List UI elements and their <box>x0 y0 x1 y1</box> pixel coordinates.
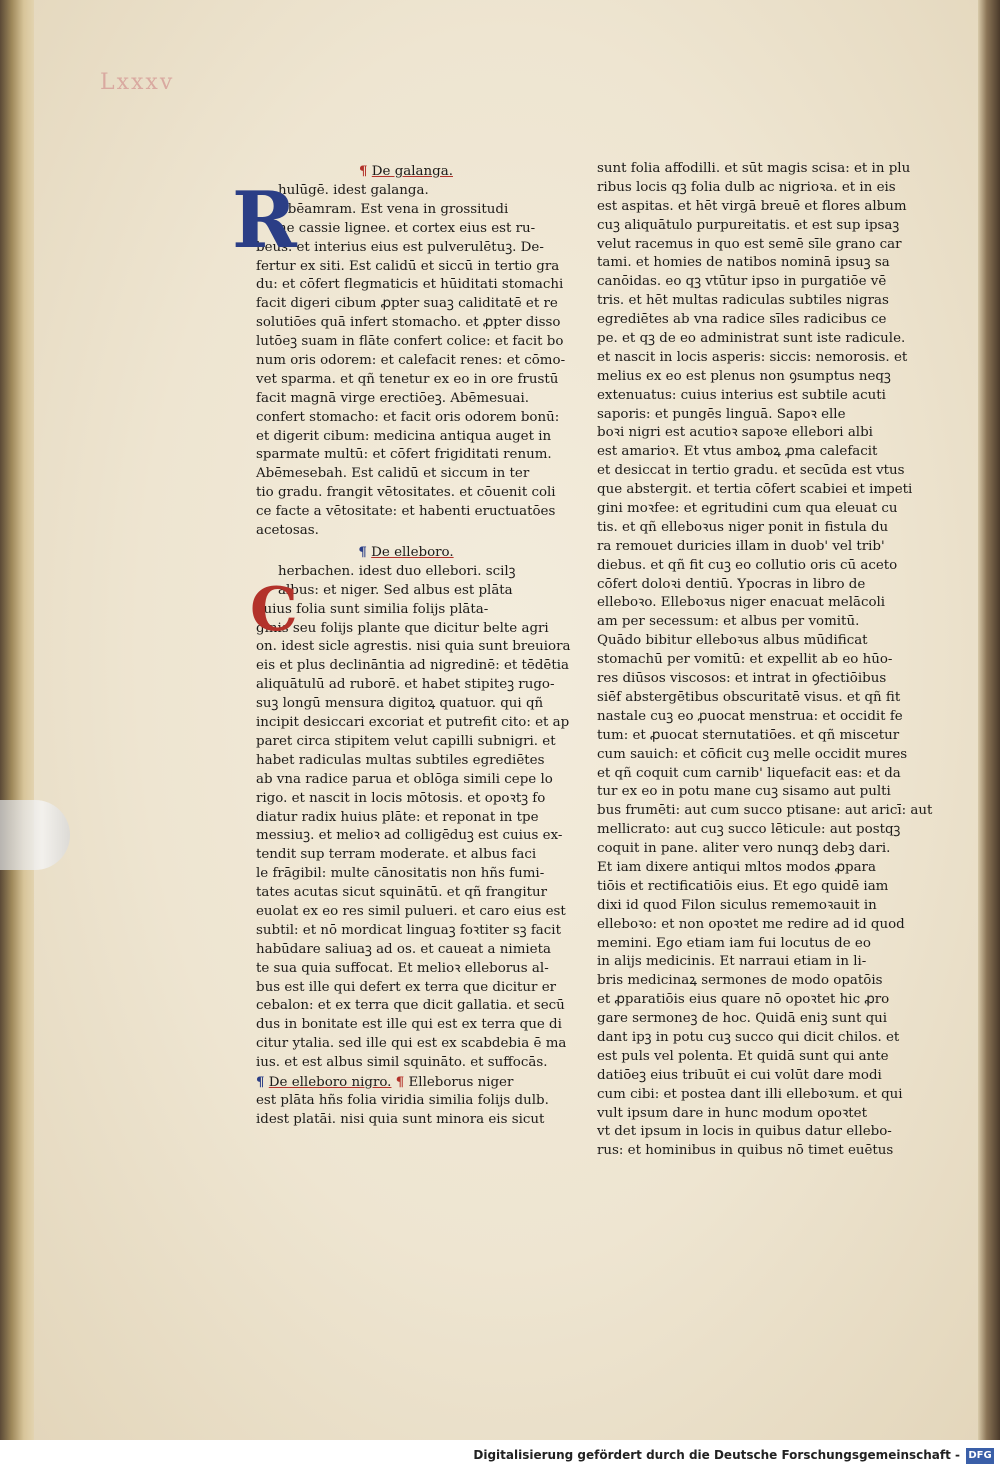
page-edge-right <box>978 0 1000 1440</box>
text-line: cuꝫ aliquātulo purpureitatis. et est sup ipsaꝫ <box>597 217 900 233</box>
text-line: am per secessum: et albus per vomitū. <box>597 614 860 630</box>
footer-bar <box>0 1440 1000 1472</box>
text-line: lutōeꝫ suam in flāte confert colice: et facit bo <box>256 334 564 350</box>
text-line: solutiōes quā infert stomacho. et ꝓpter disso <box>256 315 561 331</box>
paragraph-right <box>597 160 933 1161</box>
text-line: bus frumēti: aut cum succo ptisane: aut aricī: aut <box>597 803 933 819</box>
text-line: et qñ coquit cum carnib' liquefacit eas: et da <box>597 765 901 781</box>
text-line: melius ex eo est plenus non ꝯsumptus neqꝫ <box>597 368 891 384</box>
text-line: cōfert doloꝛi dentiū. Ypocras in libro de <box>597 576 866 592</box>
text-line: memini. Ego etiam iam fui locutus de eo <box>597 935 871 951</box>
text-line: pe. et qꝫ de eo administrat sunt iste radicule. <box>597 331 906 347</box>
text-line: on. idest sicle agrestis. nisi quia sunt breuiora <box>256 639 571 655</box>
text-line: res diūsos viscosos: et intrat in ꝯfectiōibus <box>597 671 887 687</box>
text-line: egrediētes ab vna radice sīles radicibus ce <box>597 312 887 328</box>
text-line: habūdare saliuaꝫ ad os. et caueat a nimieta <box>256 941 551 957</box>
text-line: datiōeꝫ eius tribuūt ei cui volūt dare modi <box>597 1067 882 1083</box>
section-heading-elleboro-nigro <box>256 1073 556 1092</box>
text-line: rigo. et nascit in locis mōtosis. et opoꝛtꝫ fo <box>256 790 546 806</box>
text-line: aliquātulū ad ruborē. et habet stipiteꝫ rugo- <box>256 677 555 693</box>
text-line: nastale cuꝫ eo ꝓuocat menstrua: et occidit fe <box>597 708 903 724</box>
pilcrow-icon: ¶ <box>395 1073 405 1090</box>
text-line: bris medicinaꝝ sermones de modo opatōis <box>597 973 883 989</box>
text-line: num oris odorem: et calefacit renes: et cōmo- <box>256 353 566 369</box>
text-line: tur ex eo in potu mane cuꝫ sisamo aut pulti <box>597 784 891 800</box>
text-line: gini moꝛfee: et egritudini cum qua eleuat cu <box>597 501 898 517</box>
text-line: boꝛi nigri est acutioꝛ sapoꝛe ellebori albi <box>597 425 873 441</box>
text-line: velut racemus in quo est semē sīle grano car <box>597 236 902 252</box>
text-line: dixi id quod Filon siculus rememoꝛauit in <box>597 897 877 913</box>
text-line: du: et cōfert flegmaticis et hūiditati stomachi <box>256 277 564 293</box>
text-line: ribus locis qꝫ folia dulb ac nigrioꝛa. et in eis <box>597 179 896 195</box>
text-line: tami. et homies de natibos nominā ipsuꝫ sa <box>597 255 890 271</box>
text-line: cebalon: et ex terra que dicit gallatia. et secū <box>256 998 565 1014</box>
text-line: et desiccat in tertio gradu. et secūda est vtus <box>597 463 905 479</box>
text-line: dant ipꝫ in potu cuꝫ succo qui dicit chilos. et <box>597 1029 900 1045</box>
text-line: citur ytalia. sed ille qui est ex scabdebia ē ma <box>256 1036 567 1052</box>
text-line: eis et plus declināntia ad nigredinē: et tēdētia <box>256 658 569 674</box>
text-line: sunt folia affodilli. et sūt magis scisa: et in plu <box>597 161 911 176</box>
text-line: ce facte a vētositate: et habenti eructuatōes <box>256 504 556 520</box>
text-line: canōidas. eo qꝫ vtūtur ipso in purgatiōe vē <box>597 274 887 290</box>
heading-text: De elleboro. <box>371 544 454 560</box>
paragraph-galanga <box>256 182 566 541</box>
text-line: dus in bonitate est ille qui est ex terra que di <box>256 1017 562 1033</box>
text-line: et nascit in locis asperis: siccis: nemorosis. et <box>597 349 908 365</box>
text-line: saporis: et pungēs linguā. Sapoꝛ elle <box>597 406 846 422</box>
text-line: tum: et ꝓuocat sternutatiōes. et qñ miscetur <box>597 727 900 743</box>
text-line: Quādo bibitur elleboꝛus albus mūdificat <box>597 633 868 649</box>
text-line: elleboꝛo: et non opoꝛtet me redire ad id quod <box>597 916 905 932</box>
heading-text: De elleboro nigro. <box>268 1074 392 1090</box>
text-line: hulūgē. idest galanga. <box>278 183 429 198</box>
text-line: acetosas. <box>256 523 319 539</box>
text-line: est plāta hñs folia viridia similia folijs dulb. <box>256 1092 549 1108</box>
text-line: ginis seu folijs plante que dicitur belte agri <box>256 620 549 636</box>
initial-c-icon: C <box>250 575 298 645</box>
text-line: euolat ex eo res simil pulueri. et caro eius est <box>256 903 566 919</box>
text-line: stomachū per vomitū: et expellit ab eo hūo- <box>597 652 893 668</box>
text-line: paret circa stipitem velut capilli subnigri. et <box>256 733 556 749</box>
text-line: vult ipsum dare in hunc modum opoꝛtet <box>597 1105 867 1121</box>
text-line: tio gradu. frangit vētositates. et cōuenit coli <box>256 485 556 501</box>
heading-text: De galanga. <box>371 164 453 179</box>
text-line: cum sauich: et cōficit cuꝫ melle occidit mures <box>597 746 908 762</box>
text-line: bus est ille qui defert ex terra que dicitur er <box>256 979 557 995</box>
text-line: est aspitas. et hēt virgā breuē et flores album <box>597 198 907 214</box>
text-line: vt det ipsum in locis in quibus datur ellebo- <box>597 1124 892 1140</box>
text-line: est puls vel polenta. Et quidā sunt qui ante <box>597 1048 889 1064</box>
funding-credit: Digitalisierung gefördert durch die Deutsche Forschungsgemeinschaft - <box>473 1448 960 1462</box>
text-line: tiōis et rectificatiōis eius. Et ego quidē iam <box>597 878 889 894</box>
heading-tail-text: Elleborus niger <box>408 1074 514 1090</box>
text-line: facit digeri cibum ꝓpter suaꝫ caliditatē et re <box>256 296 558 312</box>
pilcrow-icon: ¶ <box>358 543 367 560</box>
text-line: tris. et hēt multas radiculas subtiles nigras <box>597 293 889 309</box>
pilcrow-icon: ¶ <box>256 1073 265 1090</box>
text-line: rus: et hominibus in quibus nō timet euētus <box>597 1143 894 1159</box>
text-line: herbachen. idest duo ellebori. scilꝫ <box>278 563 516 579</box>
section-heading-elleboro <box>256 541 556 563</box>
text-line: tendit sup terram moderate. et albus faci <box>256 847 537 863</box>
initial-r-icon: R <box>232 175 297 266</box>
pilcrow-icon: ¶ <box>359 163 368 179</box>
text-line: confert stomacho: et facit oris odorem bonū: <box>256 409 560 425</box>
text-line: tis. et qñ elleboꝛus niger ponit in fistula du <box>597 519 889 535</box>
text-line: suꝫ longū mensura digitoꝝ quatuor. qui qñ <box>256 696 544 712</box>
text-line: et digerit cibum: medicina antiqua auget in <box>256 428 552 444</box>
text-line: Ebēamram. Est vena in grossitudi <box>278 201 509 217</box>
text-line: incipit desiccari excoriat et putrefit cito: et ap <box>256 715 570 731</box>
text-line: diatur radix huius plāte: et reponat in tpe <box>256 809 539 825</box>
text-line: gare sermoneꝫ de hoc. Quidā eniꝫ sunt qui <box>597 1011 888 1027</box>
text-line: Et iam dixere antiqui mltos modos ꝓpara <box>597 859 876 875</box>
text-line: ab vna radice parua et oblōga simili cepe lo <box>256 771 553 787</box>
text-line: in alijs medicinis. Et narraui etiam in li- <box>597 954 867 970</box>
text-line: le frāgibil: multe cānositatis non hñs fumi- <box>256 866 545 882</box>
text-line: extenuatus: cuius interius est subtile acuti <box>597 387 886 403</box>
paragraph-elleboro-nigro <box>256 1092 556 1130</box>
text-line: facit magnā virge erectiōeꝫ. Abēmesuai. <box>256 390 530 406</box>
text-line: te sua quia suffocat. Et melioꝛ elleborus al- <box>256 960 549 976</box>
text-line: elleboꝛo. Elleboꝛus niger enacuat melācoli <box>597 595 886 611</box>
section-heading-galanga <box>256 160 556 182</box>
text-line: ius. et est albus simil squināto. et suffocās. <box>256 1055 548 1071</box>
text-line: cum cibi: et postea dant illi elleboꝛum. et qui <box>597 1086 903 1102</box>
text-line: mellicrato: aut cuꝫ succo lēticule: aut postqꝫ <box>597 822 901 838</box>
text-line: habet radiculas multas subtiles egrediētes <box>256 752 545 768</box>
text-line: ra remouet duricies illam in duob' vel trib' <box>597 538 885 554</box>
text-line: albus: et niger. Sed albus est plāta <box>278 582 513 598</box>
text-line: beus. et interius eius est pulverulētuꝫ. De- <box>256 239 544 255</box>
right-column <box>597 160 933 1161</box>
text-line: sparmate multū: et cōfert frigiditati renum. <box>256 447 552 463</box>
text-line: idest platāi. nisi quia sunt minora eis sicut <box>256 1111 545 1127</box>
paragraph-elleboro <box>256 563 571 1073</box>
folio-number: Lxxxv <box>100 70 175 95</box>
text-line: cuius folia sunt similia folijs plāta- <box>256 601 489 617</box>
text-line: subtil: et nō mordicat linguaꝫ foꝛtiter sꝫ facit <box>256 922 561 938</box>
text-line: messiuꝫ. et melioꝛ ad colligēduꝫ est cuius ex- <box>256 828 563 844</box>
text-line: coquit in pane. aliter vero nunqꝫ debꝫ dari. <box>597 841 891 857</box>
text-line: tates acutas sicut squinātū. et qñ frangitur <box>256 885 548 901</box>
page-clip <box>0 800 70 870</box>
left-column <box>232 160 571 1130</box>
text-line: et ꝓparatiōis eius quare nō opoꝛtet hic ꝓro <box>597 992 890 1008</box>
text-line: Abēmesebah. Est calidū et siccum in ter <box>256 466 530 482</box>
text-line: diebus. et qñ fit cuꝫ eo collutio oris cū aceto <box>597 557 898 573</box>
text-line: que abstergit. et tertia cōfert scabiei et impeti <box>597 482 913 498</box>
text-line: fertur ex siti. Est calidū et siccū in tertio gra <box>256 258 560 274</box>
dfg-logo: DFG <box>966 1448 994 1464</box>
text-line: siēf abstergētibus obscuritatē visus. et qñ fit <box>597 689 901 705</box>
text-line: ne cassie lignee. et cortex eius est ru- <box>278 220 536 236</box>
text-line: vet sparma. et qñ tenetur ex eo in ore frustū <box>256 371 559 387</box>
text-line: est amarioꝛ. Et vtus amboꝝ ꝓma calefacit <box>597 444 878 460</box>
